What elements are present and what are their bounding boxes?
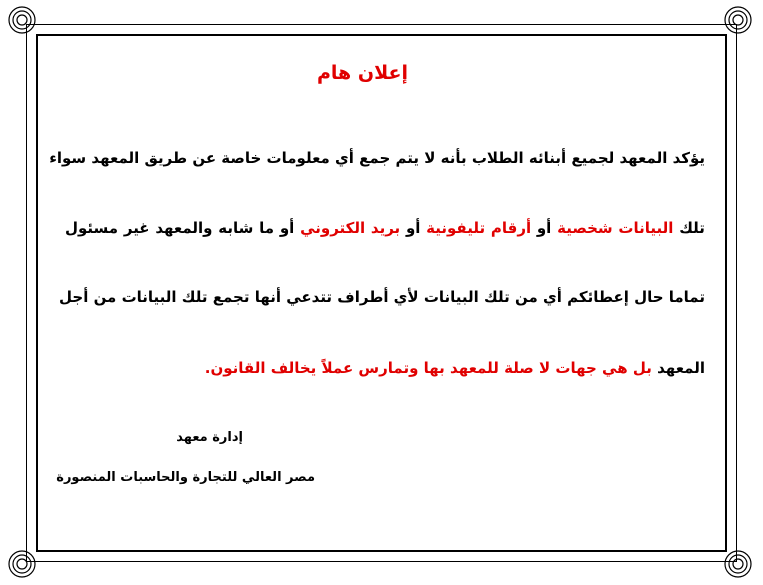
corner-ornament-top-right-icon — [723, 5, 753, 35]
paragraph-line-3: تماما حال إعطائكم أي من تلك البيانات لأي أطراف تتدعي أنها تجمع تلك البيانات من أجل — [59, 288, 705, 306]
notice-content — [49, 50, 705, 540]
corner-ornament-top-left-icon — [7, 5, 37, 35]
corner-ornament-bottom-left-icon — [7, 549, 37, 579]
line2-text-1: تلك — [679, 219, 705, 237]
line2-text-3: أو — [405, 219, 421, 237]
line2-highlight-phone-numbers: أرقام تليفونية — [426, 219, 532, 237]
notice-title-text: إعلان هام — [317, 62, 408, 84]
notice-title — [60, 62, 705, 84]
line2-highlight-email: بريد الكتروني — [300, 219, 401, 237]
signature-institute-name: مصر العالي للتجارة والحاسبات المنصورة — [56, 470, 315, 485]
line4-highlight-warning: بل هي جهات لا صلة للمعهد بها وتمارس عملاً يخالف القانون. — [204, 359, 652, 377]
paragraph-line-2 — [65, 217, 705, 239]
corner-ornament-bottom-right-icon — [723, 549, 753, 579]
line4-text-1: المعهد — [657, 359, 705, 377]
signature-administration: إدارة معهد — [176, 430, 243, 445]
line2-text-2: أو — [536, 219, 552, 237]
line2-highlight-personal-data: البيانات شخصية — [557, 219, 674, 237]
paragraph-line-1: يؤكد المعهد لجميع أبنائه الطلاب بأنه لا يتم جمع أي معلومات خاصة عن طريق المعهد سواء — [49, 149, 705, 167]
paragraph-line-4 — [65, 357, 705, 379]
line2-text-4: أو ما شابه والمعهد غير مسئول — [65, 219, 295, 237]
